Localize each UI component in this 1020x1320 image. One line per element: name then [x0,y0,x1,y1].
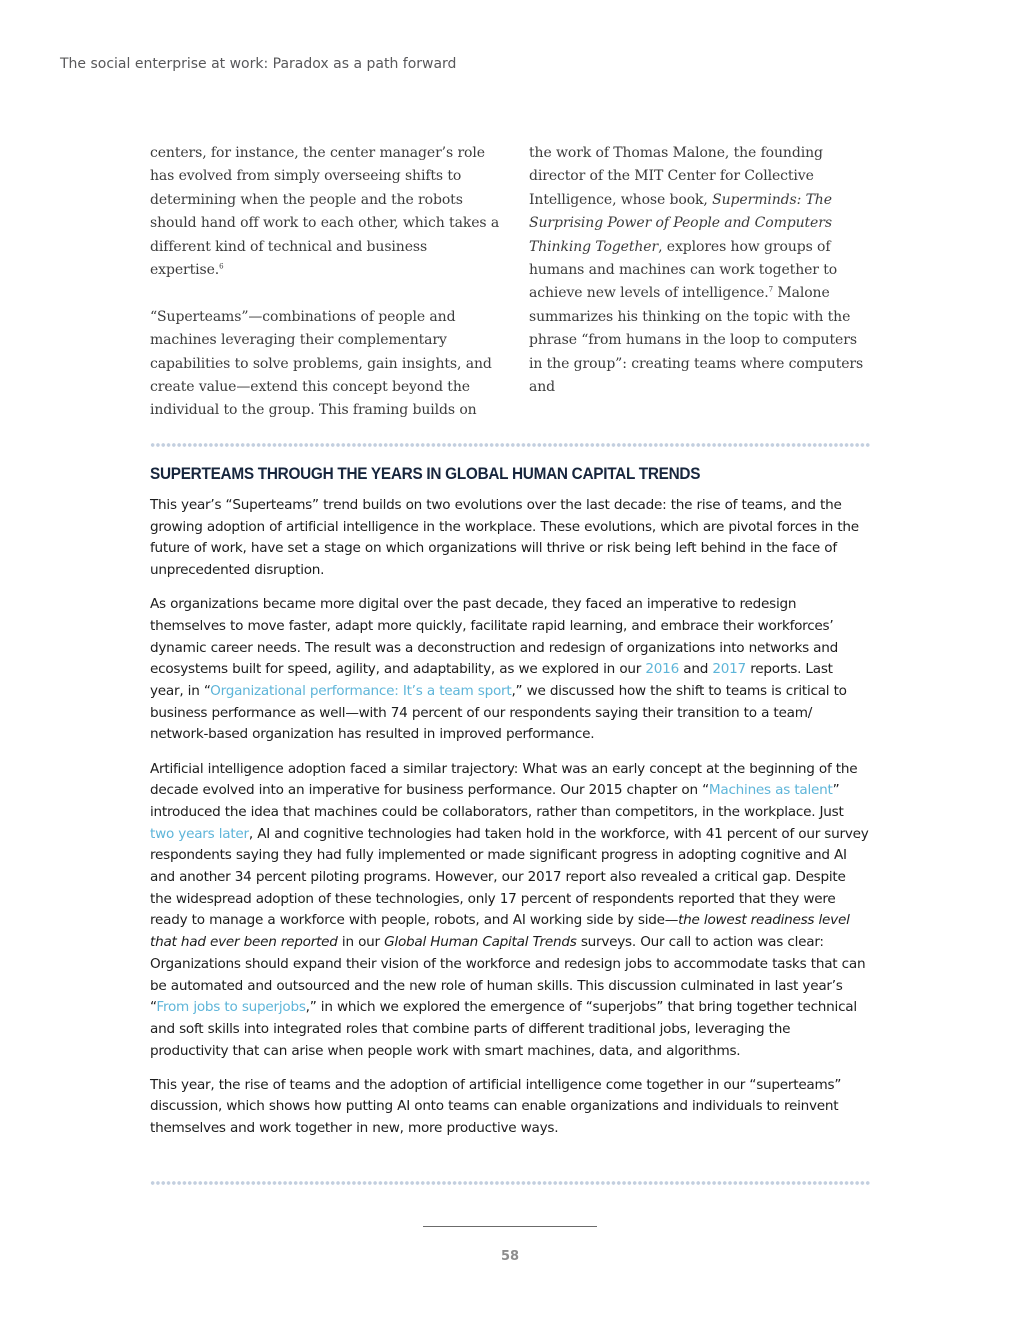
dotted-divider-top [150,442,870,448]
page-number: 58 [500,1249,520,1264]
dotted-divider-bottom [150,1180,870,1186]
footnote-marker[interactable]: 7 [768,285,774,294]
footer-rule [423,1226,597,1227]
link-two-years-later[interactable]: two years later [150,825,249,842]
link-2017-report[interactable]: 2017 [712,661,746,678]
book-title: Superminds: The Surprising Power of People and Computers Thinking Together [529,191,832,255]
running-header: The social enterprise at work: Paradox as a path forward [60,56,457,72]
link-machines-as-talent[interactable]: Machines as talent [708,782,833,799]
paragraph: centers, for instance, the center manager’s role has evolved from simply overseeing shifts to determining when the people and the robots should hand off work to each other, which takes a different kind of technical and business expertise.$^6$ [150,145,500,279]
sidebar-paragraph: This year, the rise of teams and the adoption of artificial intelligence come together in our “superteams” discussion, which shows how putting AI onto teams can enable organizations and individuals to reinvent themselves and work together in new, more productive ways. [150,1076,842,1137]
paragraph: “Superteams”—combinations of people and machines leveraging their complementary capabilities to solve problems, gain insights, and create value—extend this concept beyond the individual to the group. This framing builds on [150,308,492,419]
link-organizational-performance[interactable]: Organizational performance: It’s a team sport [210,683,512,700]
sidebar-paragraph: As organizations became more digital over the past decade, they faced an imperative to redesign themselves to move faster, adapt more quickly, facilitate rapid learning, and embrace their workforces’ dynamic career needs. The result was a deconstruction and redesign of organizations into networks and ecosystems built for speed, agility, and adaptability, as we explored in our 2016 and 2017 reports. Last year, in “Organizational performance: It’s a team sport,” we discussed how the shift to teams is critical to business performance as well—with 74 percent of our respondents saying their transition to a team/ network-based organization has resulted in improved performance. [150,596,847,743]
footnote-marker[interactable]: 6 [219,262,224,271]
sidebar-box [150,465,870,1152]
link-from-jobs-to-superjobs[interactable]: From jobs to superjobs [156,999,306,1016]
sidebar-paragraph: This year’s “Superteams” trend builds on two evolutions over the last decade: the rise of teams, and the growing adoption of artificial intelligence in the workplace. These evolutions, which are pivotal forces in the future of work, have set a stage on which organizations will thrive or risk being left behind in the face of unprecedented disruption. [150,497,859,579]
sidebar-paragraph: Artificial intelligence adoption faced a similar trajectory: What was an early concept at the beginning of the decade evolved into an imperative for business performance. Our 2015 chapter on “Machines as talent” introduced the idea that machines could be collaborators, rather than competitors, in the workplace. Just two years later, AI and cognitive technologies had taken hold in the workforce, with 41 percent of our survey respondents saying they had fully implemented or made significant progress in adopting cognitive and AI and another 34 percent piloting programs. However, our 2017 report also revealed a critical gap. Despite the widespread adoption of these technologies, only 17 percent of respondents reported that they were ready to manage a workforce with people, robots, and AI working side by side—the lowest readiness level that had ever been reported in our Global Human Capital Trends surveys. Our call to action was clear: Organizations should expand their vision of the workforce and redesign jobs to accommodate tasks that can be automated and outsourced and the new role of human skills. This discussion culminated in last year’s “From jobs to superjobs,” in which we explored the emergence of “superjobs” that bring together technical and soft skills into integrated roles that combine parts of different traditional jobs, leveraging the productivity that can arise when people work with smart machines, data, and algorithms. [150,760,869,1059]
paragraph: the work of Thomas Malone, the founding director of the MIT Center for Collective Intelligence, whose book, Superminds: The Surprising Power of People and Computers Thinking Together, explores how groups of humans and machines can work together to achieve new levels of intelligence.$^7$ Malone summarizes his thinking on the topic with the phrase “from humans in the loop to computers in the group”: creating teams where computers and [529,145,864,396]
body-column-right [529,142,865,399]
body-column-left [150,142,500,423]
link-2016-report[interactable]: 2016 [645,661,679,678]
sidebar-heading: SUPERTEAMS THROUGH THE YEARS IN GLOBAL HUMAN CAPITAL TRENDS [150,465,701,483]
